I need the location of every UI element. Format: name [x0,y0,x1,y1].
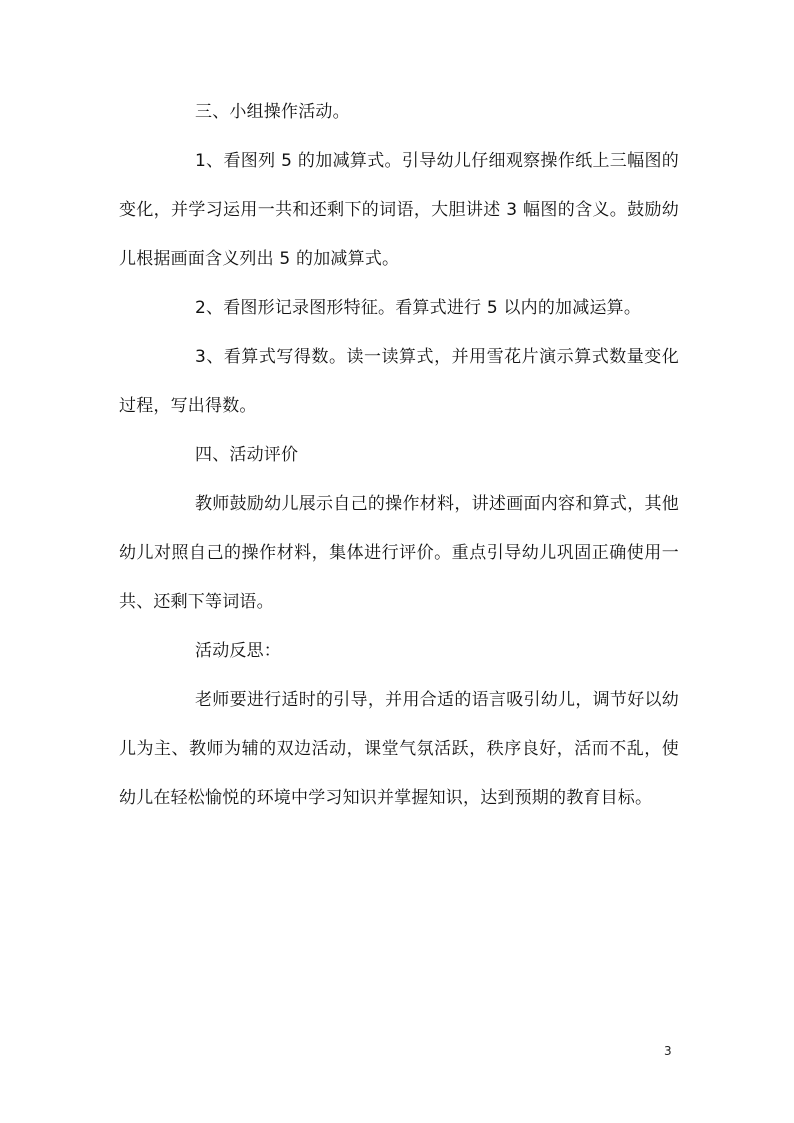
paragraph-reflection: 老师要进行适时的引导，并用合适的语言吸引幼儿，调节好以幼儿为主、教师为辅的双边活动，课堂气氛活跃，秩序良好，活而不乱，使幼儿在轻松愉悦的环境中学习知识并掌握知识，达到预期的教育目标。 [119,690,679,808]
page-number: 3 [664,1044,672,1058]
paragraph-step-1: 1、看图列 5 的加减算式。引导幼儿仔细观察操作纸上三幅图的变化，并学习运用一共和还剩下的词语，大胆讲述 3 幅图的含义。鼓励幼儿根据画面含义列出 5 的加减算式。 [119,151,679,269]
paragraph-evaluation: 教师鼓励幼儿展示自己的操作材料，讲述画面内容和算式，其他幼儿对照自己的操作材料，集体进行评价。重点引导幼儿巩固正确使用一共、还剩下等词语。 [119,494,679,612]
section-heading-reflection: 活动反思： [195,641,281,661]
paragraph-step-3: 3、看算式写得数。读一读算式，并用雪花片演示算式数量变化过程，写出得数。 [119,347,679,416]
paragraph-step-2: 2、看图形记录图形特征。看算式进行 5 以内的加减运算。 [195,298,642,318]
document-body [119,88,679,823]
section-heading-evaluation: 四、活动评价 [195,445,299,465]
section-heading-group-activity: 三、小组操作活动。 [195,102,350,122]
